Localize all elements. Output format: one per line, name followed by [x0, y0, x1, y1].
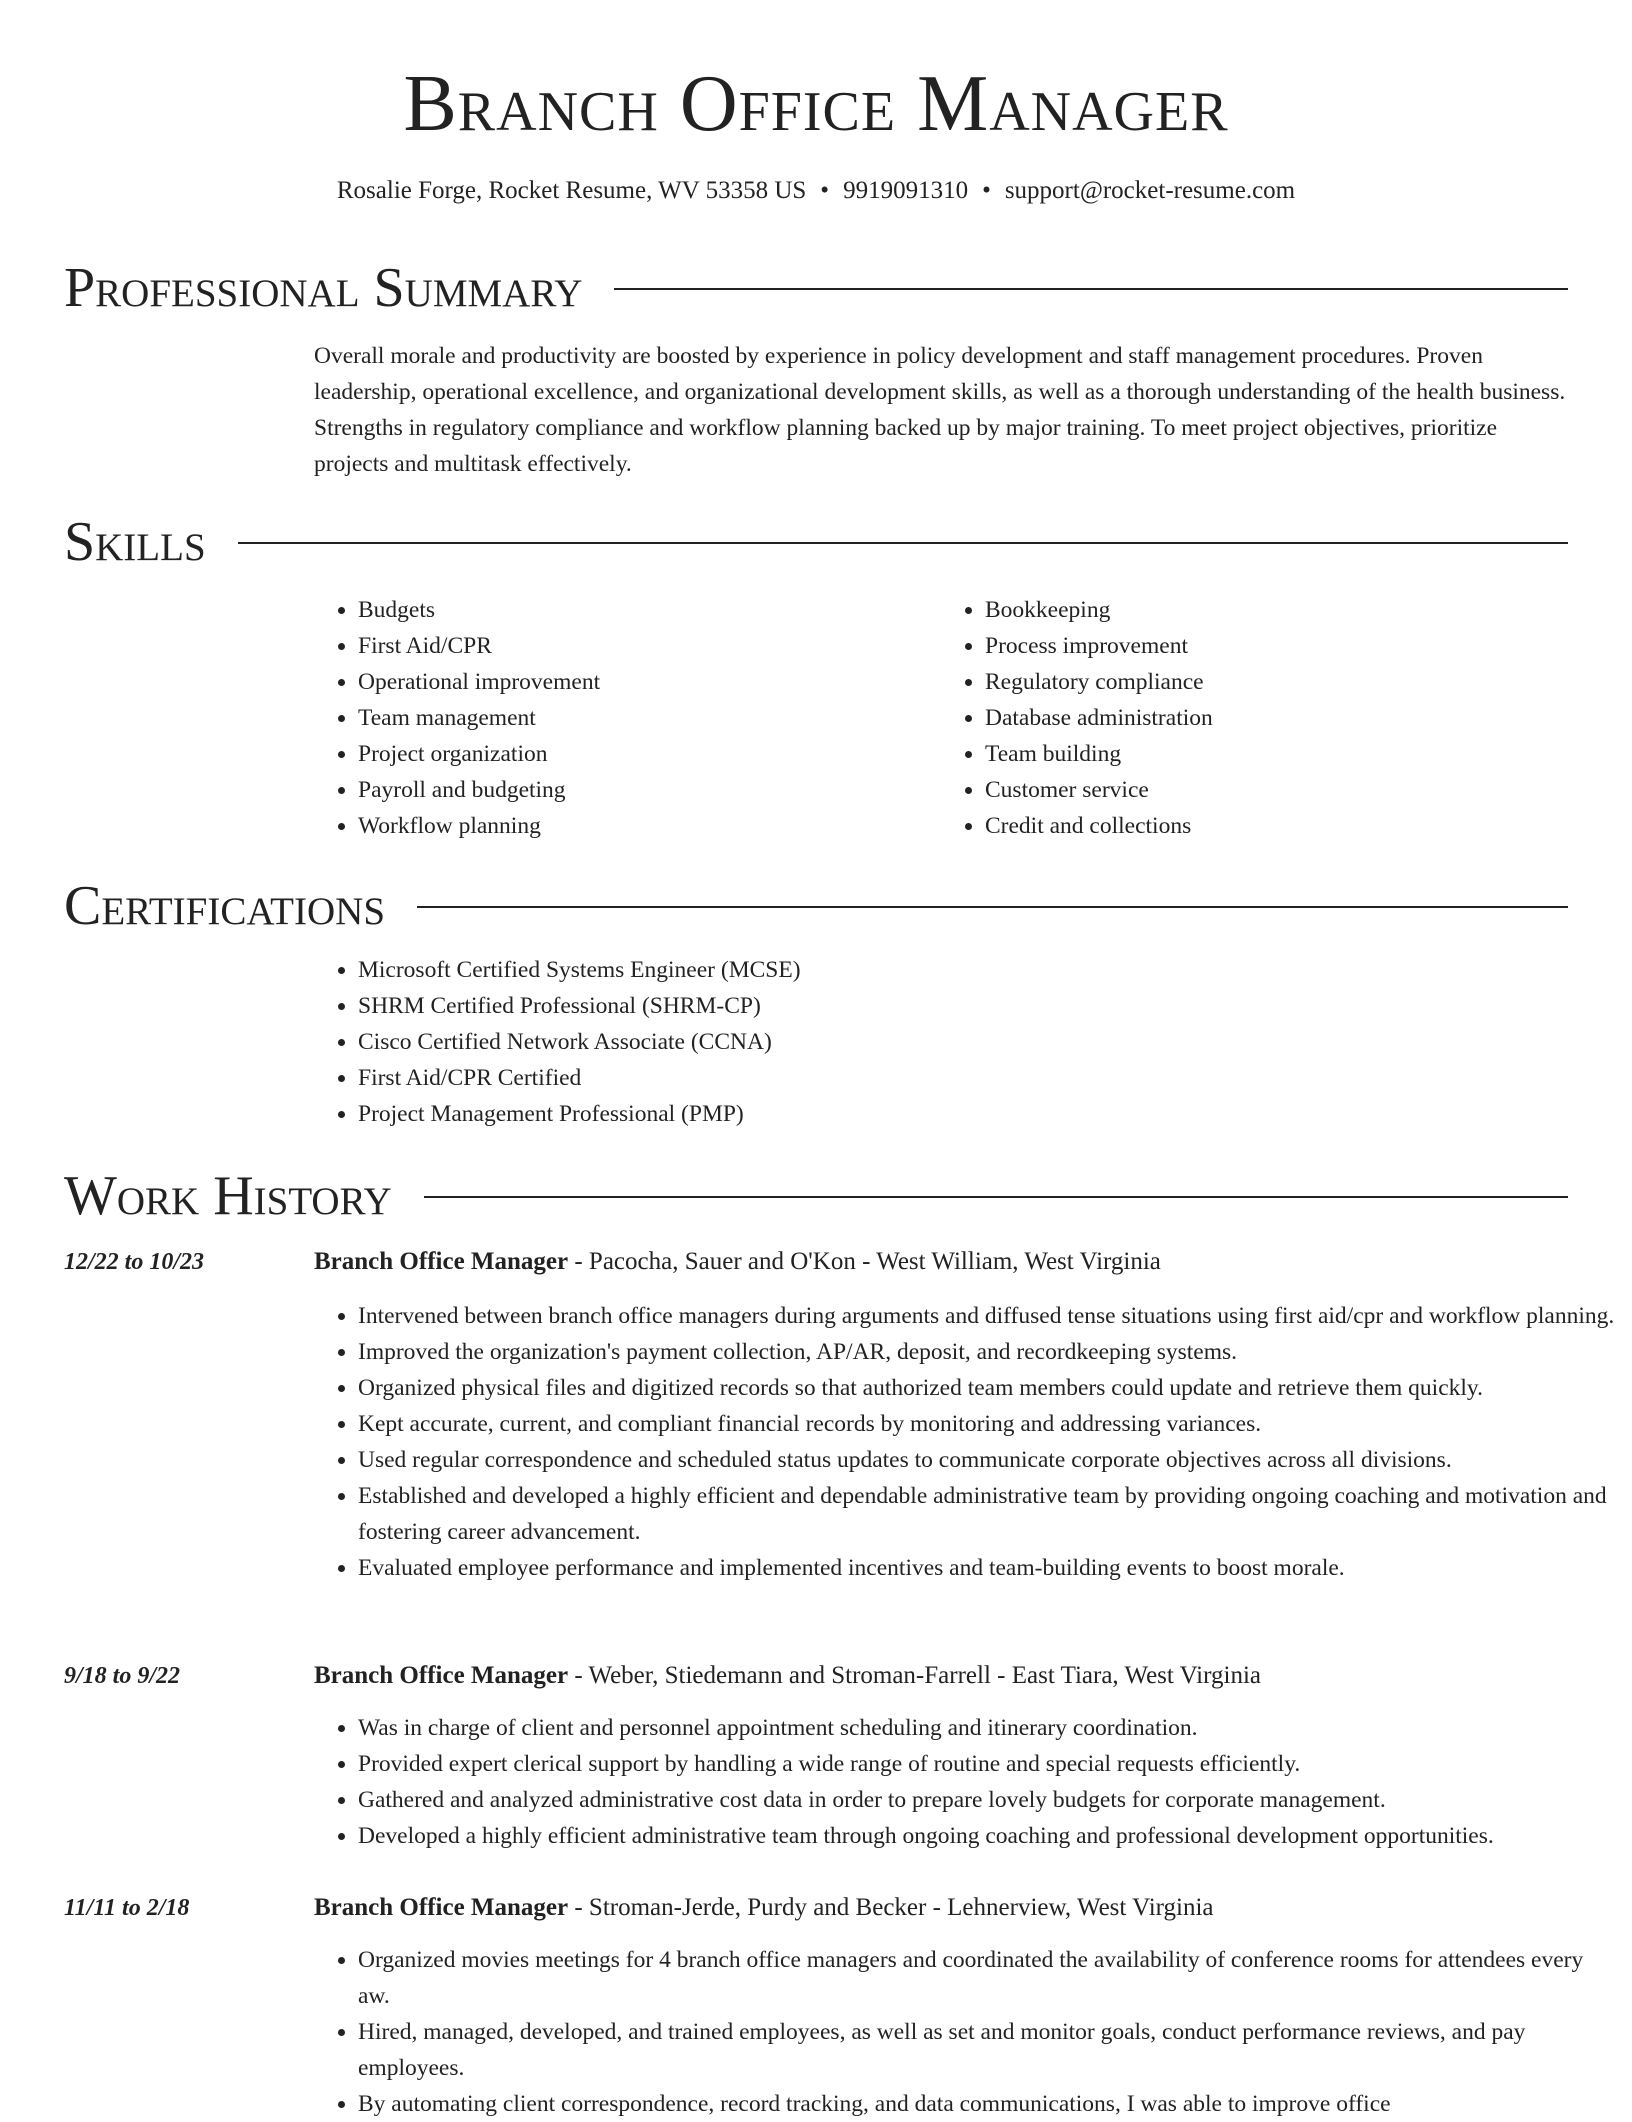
certifications-header — [64, 874, 1568, 938]
section-divider — [614, 288, 1568, 290]
certifications-body — [314, 952, 1568, 1132]
skill-item: • Payroll and budgeting — [358, 772, 941, 808]
summary-header — [64, 256, 1568, 320]
certifications-list — [314, 952, 1568, 1132]
summary-title: Professional Summary — [64, 257, 583, 319]
certifications-section — [64, 874, 1568, 1127]
skill-item: • Team management — [358, 700, 941, 736]
job-bullets — [314, 1298, 1618, 1586]
summary-section — [64, 256, 1568, 477]
contact-address: Rosalie Forge, Rocket Resume, WV 53358 US — [336, 177, 807, 204]
job-bullet: • Used regular correspondence and scheduled status updates to communicate corporate objectives across all divisions. — [358, 1442, 1618, 1478]
contact-line — [0, 175, 1632, 207]
job-bullet: • By automating client correspondence, record tracking, and data communications, I was able to improve office — [358, 2086, 1618, 2122]
skills-list-right — [941, 592, 1568, 844]
skill-item: • Bookkeeping — [985, 592, 1568, 628]
section-divider — [238, 542, 1568, 544]
skill-item: • Credit and collections — [985, 808, 1568, 844]
contact-email: support@rocket-resume.com — [1004, 177, 1296, 204]
job-heading — [314, 1890, 1214, 1926]
section-divider — [417, 906, 1568, 908]
skills-title: Skills — [64, 511, 206, 573]
skill-item: • Budgets — [358, 592, 941, 628]
skill-item: • First Aid/CPR — [358, 628, 941, 664]
job-employer: - Pacocha, Sauer and O'Kon - West William, West Virginia — [568, 1248, 1161, 1275]
job-title: Branch Office Manager — [314, 1662, 569, 1689]
work-history-header — [64, 1164, 1568, 1228]
certification-item: • Cisco Certified Network Associate (CCNA) — [358, 1024, 1568, 1060]
work-history-title: Work History — [64, 1165, 392, 1227]
contact-phone: 9919091310 — [843, 177, 969, 204]
job-dates: 12/22 to 10/23 — [64, 1249, 205, 1275]
job-title: Branch Office Manager — [314, 1894, 569, 1921]
skills-header — [64, 510, 1568, 574]
work-history-section — [64, 1164, 1615, 2117]
skill-item: • Customer service — [985, 772, 1568, 808]
job-title: Branch Office Manager — [314, 1248, 569, 1275]
certification-item: • First Aid/CPR Certified — [358, 1060, 1568, 1096]
skill-item: • Regulatory compliance — [985, 664, 1568, 700]
job-employer: - Weber, Stiedemann and Stroman-Farrell - East Tiara, West Virginia — [568, 1662, 1261, 1689]
candidate-name: Branch Office Manager — [403, 60, 1229, 148]
skill-item: • Operational improvement — [358, 664, 941, 700]
job-bullet: • Organized physical files and digitized records so that authorized team members could update and retrieve them quickly. — [358, 1370, 1618, 1406]
skills-list-left — [314, 592, 941, 844]
certification-item: • SHRM Certified Professional (SHRM-CP) — [358, 988, 1568, 1024]
contact-separator: • — [982, 177, 991, 204]
job-bullet: • Established and developed a highly efficient and dependable administrative team by providing ongoing coaching and motivation and fostering career advancement. — [358, 1478, 1618, 1550]
certification-item: • Project Management Professional (PMP) — [358, 1096, 1568, 1132]
job-heading — [314, 1244, 1161, 1280]
skill-item: • Process improvement — [985, 628, 1568, 664]
job-employer: - Stroman-Jerde, Purdy and Becker - Lehnerview, West Virginia — [568, 1894, 1214, 1921]
contact-separator: • — [820, 177, 830, 204]
job-bullet: • Provided expert clerical support by handling a wide range of routine and special requests efficiently. — [358, 1746, 1618, 1782]
summary-text: Overall morale and productivity are boosted by experience in policy development and staff management procedures. Proven leadership, operational excellence, and organizational development skills, as well as a thorough understanding of the health business. Strengths in regulatory compliance and workflow planning backed up by major training. To meet project objectives, prioritize projects and multitask effectively. — [314, 343, 1566, 477]
job-bullets — [314, 1942, 1618, 2122]
skills-columns — [314, 592, 1568, 844]
job-dates: 9/18 to 9/22 — [64, 1663, 181, 1689]
job-dates: 11/11 to 2/18 — [64, 1895, 190, 1921]
job-heading — [314, 1658, 1261, 1694]
job-bullet: • Kept accurate, current, and compliant financial records by monitoring and addressing variances. — [358, 1406, 1618, 1442]
section-divider — [424, 1196, 1568, 1198]
job-bullet: • Intervened between branch office managers during arguments and diffused tense situations using first aid/cpr and workflow planning. — [358, 1298, 1618, 1334]
job-bullet: • Hired, managed, developed, and trained employees, as well as set and monitor goals, conduct performance reviews, and pay employees. — [358, 2014, 1618, 2086]
certifications-title: Certifications — [64, 875, 386, 937]
job-bullet: • Was in charge of client and personnel appointment scheduling and itinerary coordination. — [358, 1710, 1618, 1746]
job-bullet: • Improved the organization's payment collection, AP/AR, deposit, and recordkeeping systems. — [358, 1334, 1618, 1370]
job-bullet: • Evaluated employee performance and implemented incentives and team-building events to boost morale. — [358, 1550, 1618, 1586]
skill-item: • Database administration — [985, 700, 1568, 736]
skills-section — [64, 510, 1568, 839]
job-bullets — [314, 1710, 1618, 1854]
job-bullet: • Developed a highly efficient administrative team through ongoing coaching and professional development opportunities. — [358, 1818, 1618, 1854]
skill-item: • Workflow planning — [358, 808, 941, 844]
job-bullet: • Gathered and analyzed administrative cost data in order to prepare lovely budgets for corporate management. — [358, 1782, 1618, 1818]
certification-item: • Microsoft Certified Systems Engineer (MCSE) — [358, 952, 1568, 988]
job-bullet: • Organized movies meetings for 4 branch office managers and coordinated the availability of conference rooms for attendees every aw. — [358, 1942, 1618, 2014]
skill-item: • Team building — [985, 736, 1568, 772]
skill-item: • Project organization — [358, 736, 941, 772]
